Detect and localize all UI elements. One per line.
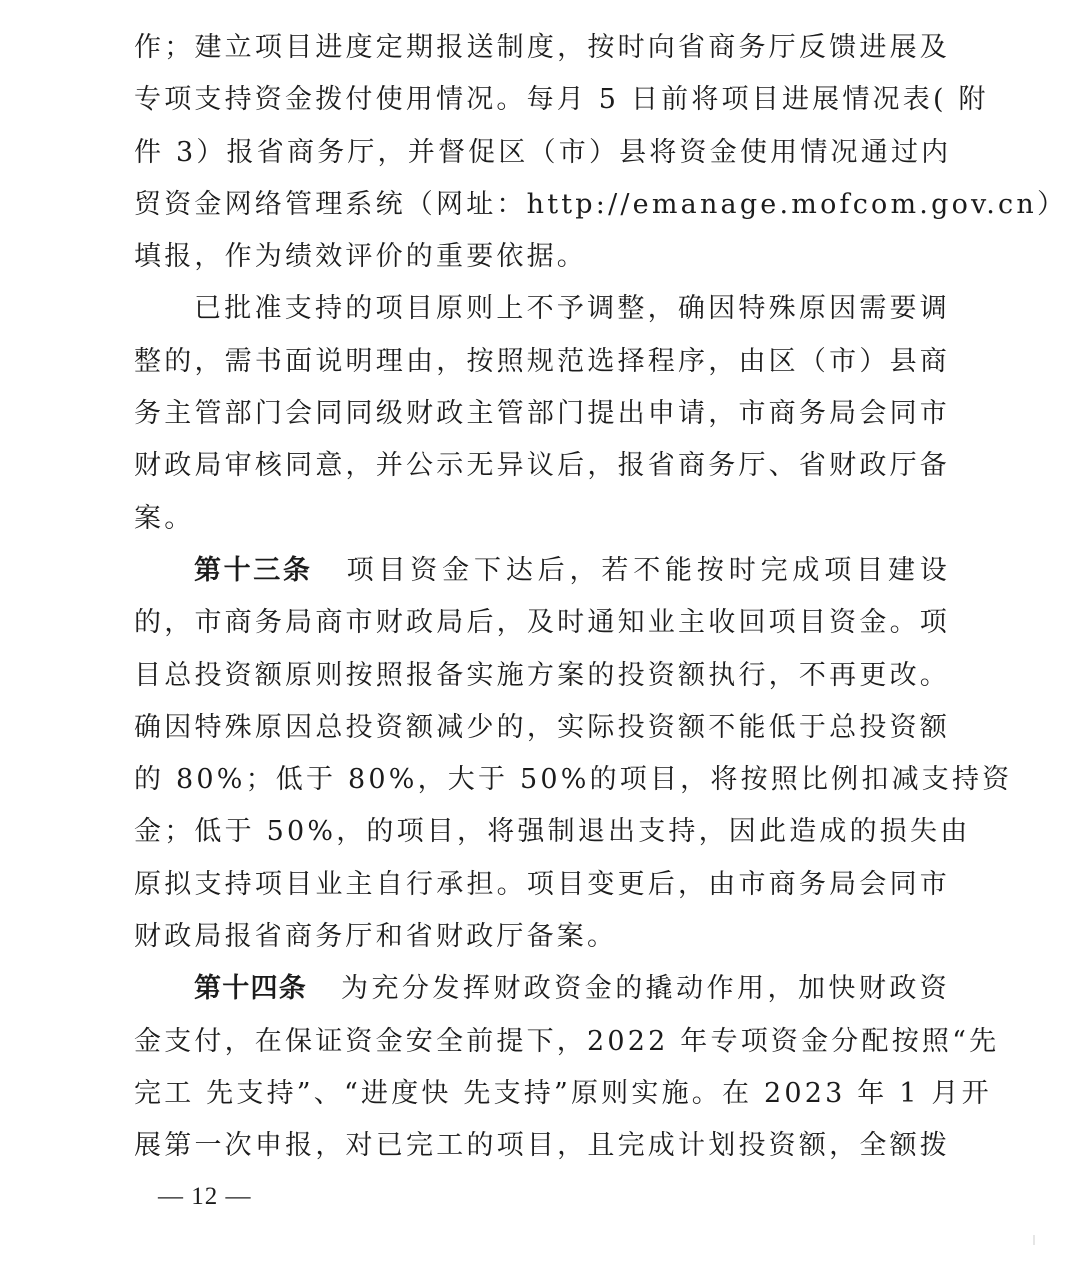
- scan-artifact-mark: [1033, 1235, 1035, 1245]
- text-line: 专项支持资金拨付使用情况。每月 5 日前将项目进展情况表( 附: [134, 84, 989, 116]
- article-13-heading: 第十三条: [194, 554, 313, 586]
- text-line: 填报，作为绩效评价的重要依据。: [134, 241, 587, 273]
- text-line: 金；低于 50%，的项目，将强制退出支持，因此造成的损失由: [134, 816, 971, 848]
- article-13-first-line: [134, 545, 950, 597]
- article-14-first-line: [134, 963, 950, 1015]
- text-line: 原拟支持项目业主自行承担。项目变更后，由市商务局会同市: [134, 868, 950, 900]
- article-14-heading: 第十四条: [194, 973, 308, 1005]
- text-line: 务主管部门会同同级财政主管部门提出申请，市商务局会同市: [134, 398, 950, 430]
- text-line: 展第一次申报，对已完工的项目，且完成计划投资额，全额拨: [134, 1130, 950, 1162]
- text-line: 财政局报省商务厅和省财政厅备案。: [134, 921, 618, 953]
- text-line: 财政局审核同意，并公示无异议后，报省商务厅、省财政厅备: [134, 450, 950, 482]
- text-line: 已批准支持的项目原则上不予调整，确因特殊原因需要调: [194, 293, 950, 325]
- text-line: 目总投资额原则按照报备实施方案的投资额执行，不再更改。: [134, 659, 950, 691]
- text-line: 的，市商务局商市财政局后，及时通知业主收回项目资金。项: [134, 607, 950, 639]
- page-number: — 12 —: [158, 1183, 252, 1210]
- text-line: 作；建立项目进度定期报送制度，按时向省商务厅反馈进展及: [134, 32, 950, 63]
- body-text: [134, 22, 1068, 1173]
- article-14-text: 为充分发挥财政资金的撬动作用，加快财政资: [341, 973, 951, 1005]
- text-line: 贸资金网络管理系统（网址：http://emanage.mofcom.gov.cn）: [134, 188, 1068, 220]
- text-line: 整的，需书面说明理由，按照规范选择程序，由区（市）县商: [134, 345, 950, 377]
- text-line: 完工 先支持”、“进度快 先支持”原则实施。在 2023 年 1 月开: [134, 1077, 992, 1109]
- text-line: 的 80%；低于 80%，大于 50%的项目，将按照比例扣减支持资: [134, 764, 1013, 796]
- text-line: 金支付，在保证资金安全前提下，2022 年专项资金分配按照“先: [134, 1025, 1000, 1057]
- text-line: 件 3）报省商务厅，并督促区（市）县将资金使用情况通过内: [134, 136, 952, 168]
- text-line: 确因特殊原因总投资额减少的，实际投资额不能低于总投资额: [134, 711, 950, 743]
- text-line: 案。: [134, 502, 195, 534]
- article-13-text: 项目资金下达后，若不能按时完成项目建设: [346, 554, 951, 586]
